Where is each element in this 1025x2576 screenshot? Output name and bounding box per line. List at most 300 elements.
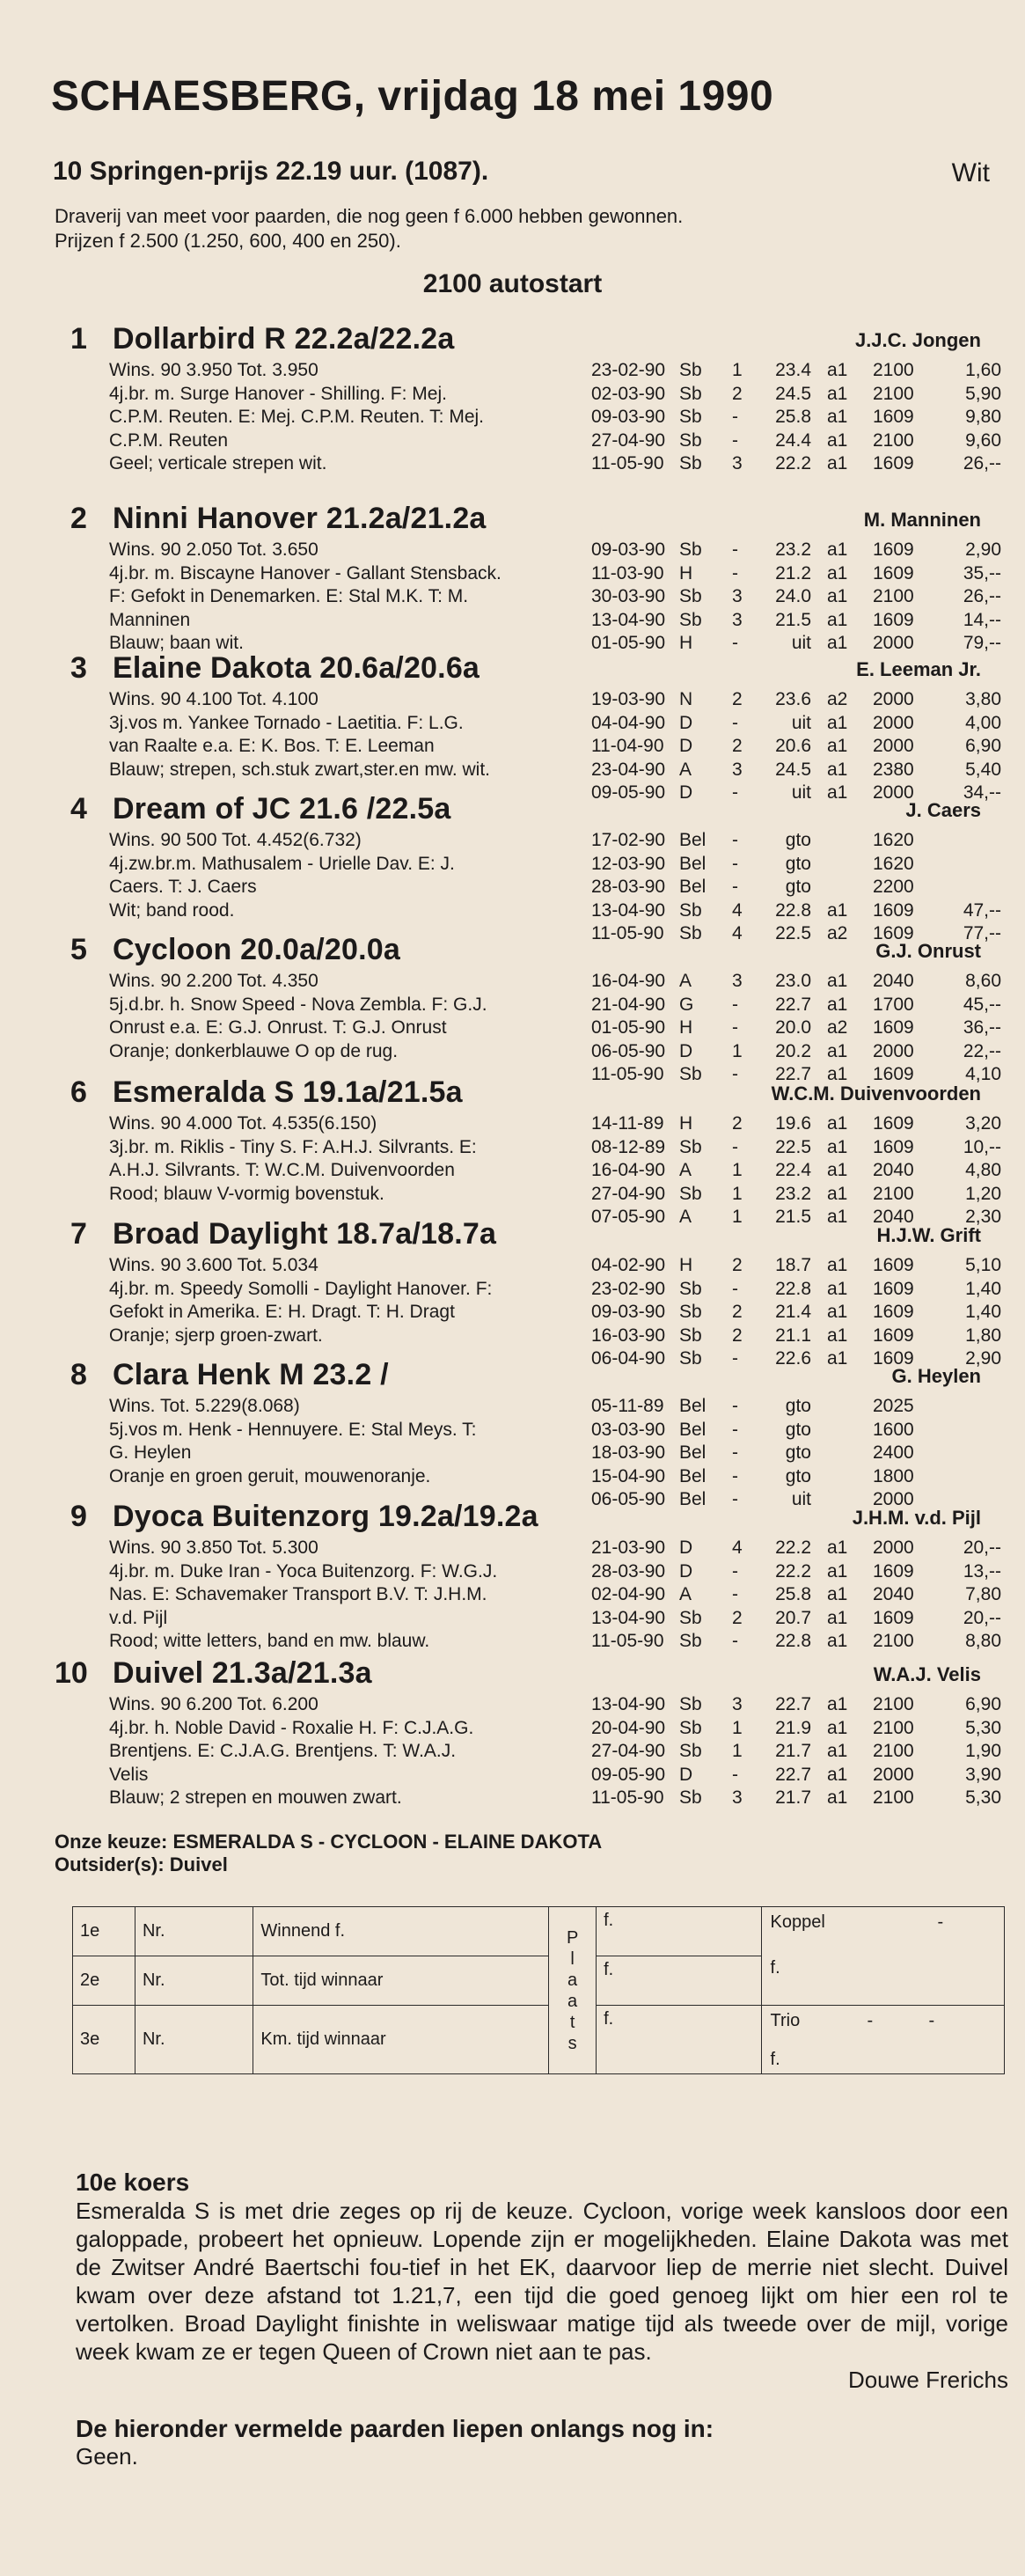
perf-start: a2 <box>827 689 848 709</box>
perf-odds: 4,00 <box>965 712 1001 733</box>
perf-odds: 47,-- <box>963 899 1001 921</box>
race-color: Wit <box>951 158 990 187</box>
perf-distance: 2100 <box>873 429 914 451</box>
perf-start: a1 <box>827 586 848 606</box>
perf-distance: 2100 <box>873 360 914 380</box>
perf-position: - <box>732 782 738 803</box>
perf-track: Bel <box>679 853 707 874</box>
perf-time: 24.5 <box>775 759 811 780</box>
perf-position: 1 <box>732 360 743 380</box>
perf-distance: 2000 <box>873 1040 914 1061</box>
trio-label: Trio <box>770 2011 801 2030</box>
perf-start: a1 <box>827 1113 848 1134</box>
perf-start: a1 <box>827 994 848 1015</box>
perf-track: Sb <box>679 899 702 921</box>
horse-info <box>109 970 487 1063</box>
perf-position: 2 <box>732 1255 743 1275</box>
horse-trainer: G. Heylen <box>891 1365 981 1387</box>
perf-position: 3 <box>732 586 743 606</box>
perf-time: uit <box>791 782 811 803</box>
horse-info-line: Nas. E: Schavemaker Transport B.V. T: J.H.M. <box>109 1584 487 1604</box>
horse-info-line: Rood; blauw V-vormig bovenstuk. <box>109 1183 384 1204</box>
perf-odds: 3,80 <box>965 689 1001 709</box>
horse-info-line: Wins. 90 2.200 Tot. 4.350 <box>109 971 318 991</box>
perf-position: 3 <box>732 759 743 780</box>
perf-time: 22.7 <box>775 1064 811 1084</box>
perf-start: a1 <box>827 1160 848 1180</box>
perf-time: 25.8 <box>775 407 811 427</box>
perf-distance: 2380 <box>873 759 914 780</box>
perf-track: Sb <box>679 429 702 451</box>
horse-name: Dream of JC 21.6 /22.5a <box>113 792 451 826</box>
perf-date: 27-04-90 <box>591 1741 666 1761</box>
perf-start: a1 <box>827 1538 848 1558</box>
perf-position: - <box>732 1560 738 1582</box>
perf-odds: 77,-- <box>963 923 1001 943</box>
perf-date: 03-03-90 <box>591 1419 666 1440</box>
perf-position: 2 <box>732 689 743 709</box>
race-conditions: Draverij van meet voor paarden, die nog geen f 6.000 hebben gewonnen. <box>55 205 684 227</box>
perf-time: 22.4 <box>775 1160 811 1180</box>
perf-position: - <box>732 1465 738 1486</box>
perf-odds: 1,60 <box>965 360 1001 380</box>
perf-odds: 5,90 <box>965 383 1001 404</box>
perf-odds: 1,40 <box>965 1278 1001 1299</box>
perf-position: - <box>732 1489 738 1509</box>
plaats-letter: s <box>567 2033 577 2053</box>
horse-trainer: J.H.M. v.d. Pijl <box>852 1507 981 1529</box>
perf-date: 09-03-90 <box>591 539 666 560</box>
perf-distance: 2040 <box>873 1584 914 1604</box>
horse-info <box>109 1537 497 1654</box>
perf-position: - <box>732 1136 738 1157</box>
perf-track: H <box>679 1113 693 1134</box>
result-table <box>72 1906 1005 2074</box>
horse-info-line: F: Gefokt in Denemarken. E: Stal M.K. T: M. <box>109 586 469 606</box>
perf-distance: 1609 <box>873 562 914 583</box>
koppel-f: f. <box>770 1958 780 1978</box>
perf-track: Bel <box>679 1465 707 1486</box>
perf-position: - <box>732 429 738 451</box>
race-intro <box>55 204 683 253</box>
perf-odds: 7,80 <box>965 1584 1001 1604</box>
perf-odds: 13,-- <box>963 1560 1001 1582</box>
perf-time: 21.9 <box>775 1717 811 1738</box>
perf-odds: 45,-- <box>963 994 1001 1015</box>
footer-heading: De hieronder vermelde paarden liepen onlangs nog in: <box>76 2415 714 2442</box>
horse-name: Clara Henk M 23.2 / <box>113 1358 389 1391</box>
perf-track: Sb <box>679 1607 702 1628</box>
perf-start: a1 <box>827 453 848 473</box>
perf-distance: 1609 <box>873 539 914 560</box>
perf-date: 09-03-90 <box>591 407 666 427</box>
perf-date: 13-04-90 <box>591 1607 666 1628</box>
horse-info-line: Oranje; sjerp groen-zwart. <box>109 1325 323 1346</box>
perf-distance: 1700 <box>873 994 914 1015</box>
horse-name: Esmeralda S 19.1a/21.5a <box>113 1075 463 1109</box>
perf-date: 11-05-90 <box>591 1064 664 1084</box>
perf-odds: 2,90 <box>965 539 1001 560</box>
perf-time: gto <box>785 1465 811 1486</box>
horse-trainer: J. Caers <box>905 799 981 821</box>
perf-start: a1 <box>827 712 848 733</box>
horse-info-line: 3j.vos m. Yankee Tornado - Laetitia. F: L.G. <box>109 712 464 733</box>
horse-number: 1 <box>70 322 87 356</box>
perf-distance: 2100 <box>873 1717 914 1738</box>
perf-time: 20.2 <box>775 1040 811 1061</box>
perf-time: 22.5 <box>775 1136 811 1157</box>
perf-start: a1 <box>827 539 848 560</box>
keuze-block <box>55 1831 602 1876</box>
perf-time: 22.7 <box>775 994 811 1015</box>
horse-number: 5 <box>70 933 87 966</box>
perf-odds: 1,80 <box>965 1325 1001 1346</box>
nr-cell: Nr. <box>135 1956 253 2006</box>
perf-time: 23.0 <box>775 971 811 991</box>
perf-start: a1 <box>827 1325 848 1346</box>
horse-trainer: W.A.J. Velis <box>873 1663 981 1685</box>
koppel-dash: - <box>937 1912 944 1932</box>
perf-track: Bel <box>679 1419 707 1440</box>
perf-position: - <box>732 1419 738 1440</box>
plaats-f-cell: f. <box>597 2006 761 2074</box>
article <box>76 2168 1008 2197</box>
perf-distance: 2000 <box>873 1538 914 1558</box>
horse-info-line: G. Heylen <box>109 1442 192 1463</box>
perf-track: Sb <box>679 923 702 943</box>
perf-start: a1 <box>827 1560 848 1582</box>
perf-start: a1 <box>827 1302 848 1322</box>
horse-info-line: Wins. 90 3.950 Tot. 3.950 <box>109 360 318 380</box>
perf-distance: 1800 <box>873 1465 914 1486</box>
perf-distance: 2100 <box>873 383 914 404</box>
perf-position: 3 <box>732 1694 743 1714</box>
perf-time: 23.2 <box>775 1183 811 1204</box>
perf-track: D <box>679 1560 693 1582</box>
horse-info-line: 5j.d.br. h. Snow Speed - Nova Zembla. F: G.J. <box>109 994 487 1015</box>
horse-info-line: Blauw; baan wit. <box>109 633 244 653</box>
perf-distance: 2000 <box>873 633 914 653</box>
perf-time: 24.5 <box>775 383 811 404</box>
perf-distance: 1609 <box>873 899 914 921</box>
perf-distance: 2025 <box>873 1396 914 1416</box>
perf-date: 11-05-90 <box>591 1787 664 1808</box>
trio-dash-1: - <box>867 2011 874 2030</box>
perf-position: - <box>732 712 738 733</box>
perf-start: a1 <box>827 971 848 991</box>
outsiders: Outsider(s): Duivel <box>55 1853 228 1875</box>
plaats-letter: P <box>566 1927 579 1948</box>
perf-odds: 5,30 <box>965 1717 1001 1738</box>
perf-time: 21.7 <box>775 1787 811 1808</box>
horse-info-line: Blauw; strepen, sch.stuk zwart,ster.en mw. wit. <box>109 759 490 780</box>
perf-time: 23.4 <box>775 360 811 380</box>
perf-distance: 1600 <box>873 1419 914 1440</box>
perf-date: 14-11-89 <box>591 1113 664 1134</box>
perf-distance: 1609 <box>873 1278 914 1299</box>
perf-odds: 5,40 <box>965 759 1001 780</box>
perf-position: - <box>732 877 738 897</box>
perf-odds: 1,20 <box>965 1183 1001 1204</box>
perf-date: 06-05-90 <box>591 1489 666 1509</box>
footer-block <box>76 2415 1008 2470</box>
perf-position: 2 <box>732 1325 743 1346</box>
perf-track: H <box>679 562 693 583</box>
perf-distance: 1609 <box>873 923 914 943</box>
trio-cell <box>761 2006 1004 2074</box>
horse-name: Cycloon 20.0a/20.0a <box>113 933 400 966</box>
perf-start: a1 <box>827 1607 848 1628</box>
perf-position: - <box>732 539 738 560</box>
horse-info-line: Velis <box>109 1764 149 1785</box>
perf-odds: 2,90 <box>965 1348 1001 1369</box>
perf-distance: 1609 <box>873 407 914 427</box>
perf-date: 16-04-90 <box>591 971 666 991</box>
perf-date: 09-05-90 <box>591 1764 666 1785</box>
perf-position: 1 <box>732 1207 743 1227</box>
perf-track: Sb <box>679 1631 702 1651</box>
perf-date: 16-03-90 <box>591 1325 666 1346</box>
perf-odds: 8,80 <box>965 1631 1001 1651</box>
perf-track: H <box>679 1255 693 1275</box>
race-heading: 10 Springen-prijs 22.19 uur. (1087). <box>53 157 489 186</box>
trio-f: f. <box>770 2050 780 2069</box>
nr-cell: Nr. <box>135 1907 253 1956</box>
perf-date: 11-05-90 <box>591 923 664 943</box>
perf-distance: 2000 <box>873 782 914 803</box>
label-cell: Winnend f. <box>253 1907 549 1956</box>
perf-odds: 6,90 <box>965 1694 1001 1714</box>
perf-distance: 1609 <box>873 1136 914 1157</box>
perf-track: Sb <box>679 1302 702 1322</box>
horse-name: Duivel 21.3a/21.3a <box>113 1656 372 1690</box>
race-distance: 2100 autostart <box>422 269 603 298</box>
race-prizes: Prijzen f 2.500 (1.250, 600, 400 en 250). <box>55 230 401 252</box>
perf-position: - <box>732 1764 738 1785</box>
horse-info-line: Brentjens. E: C.J.A.G. Brentjens. T: W.A.J. <box>109 1741 457 1761</box>
perf-position: 2 <box>732 736 743 756</box>
perf-distance: 2040 <box>873 1160 914 1180</box>
perf-time: 18.7 <box>775 1255 811 1275</box>
perf-position: 3 <box>732 453 743 473</box>
perf-distance: 2100 <box>873 1631 914 1651</box>
perf-odds: 26,-- <box>963 586 1001 606</box>
koppel-cell <box>761 1907 1004 2006</box>
perf-time: 22.7 <box>775 1694 811 1714</box>
perf-track: D <box>679 782 693 803</box>
perf-date: 23-04-90 <box>591 759 666 780</box>
perf-time: 19.6 <box>775 1113 811 1134</box>
perf-distance: 1609 <box>873 1607 914 1628</box>
perf-track: Sb <box>679 1064 702 1084</box>
perf-start: a1 <box>827 1064 848 1084</box>
perf-date: 07-05-90 <box>591 1207 666 1227</box>
perf-time: 20.6 <box>775 736 811 756</box>
perf-start: a1 <box>827 1694 848 1714</box>
perf-position: - <box>732 1017 738 1038</box>
perf-track: Sb <box>679 1348 702 1369</box>
perf-odds: 20,-- <box>963 1607 1001 1628</box>
perf-distance: 2000 <box>873 1764 914 1785</box>
horse-info-line: C.P.M. Reuten <box>109 429 229 451</box>
perf-odds: 9,60 <box>965 429 1001 451</box>
perf-time: 22.7 <box>775 1764 811 1785</box>
perf-distance: 1620 <box>873 853 914 874</box>
perf-date: 11-05-90 <box>591 1631 664 1651</box>
perf-time: uit <box>791 633 811 653</box>
horse-number: 7 <box>70 1217 87 1251</box>
perf-odds: 5,30 <box>965 1787 1001 1808</box>
perf-start: a1 <box>827 1348 848 1369</box>
perf-track: Bel <box>679 1442 707 1463</box>
horse-info-line: Wins. 90 2.050 Tot. 3.650 <box>109 539 318 560</box>
horse-info-line: Wit; band rood. <box>109 899 235 921</box>
perf-date: 27-04-90 <box>591 429 666 451</box>
perf-distance: 2000 <box>873 689 914 709</box>
perf-distance: 1609 <box>873 1255 914 1275</box>
horse-number: 10 <box>55 1656 88 1690</box>
perf-distance: 2100 <box>873 1787 914 1808</box>
horse-info-line: v.d. Pijl <box>109 1607 168 1628</box>
plaats-letter: a <box>567 1970 578 1990</box>
perf-date: 09-03-90 <box>591 1302 666 1322</box>
perf-start: a1 <box>827 1136 848 1157</box>
horse-info-line: C.P.M. Reuten. E: Mej. C.P.M. Reuten. T: Mej. <box>109 407 485 427</box>
perf-date: 15-04-90 <box>591 1465 666 1486</box>
trio-dash-2: - <box>928 2011 935 2030</box>
perf-distance: 2400 <box>873 1442 914 1463</box>
horse-info-line: 5j.vos m. Henk - Hennuyere. E: Stal Meys. T: <box>109 1419 477 1440</box>
perf-date: 06-04-90 <box>591 1348 666 1369</box>
perf-track: H <box>679 1017 693 1038</box>
horse-info-line: 4j.zw.br.m. Mathusalem - Urielle Dav. E: J. <box>109 853 455 874</box>
horse-info-line: Geel; verticale strepen wit. <box>109 453 327 473</box>
perf-start: a1 <box>827 1584 848 1604</box>
perf-odds: 35,-- <box>963 562 1001 583</box>
perf-track: Sb <box>679 360 702 380</box>
horse-trainer: H.J.W. Grift <box>876 1224 981 1246</box>
horse-number: 6 <box>70 1075 87 1109</box>
perf-time: gto <box>785 1396 811 1416</box>
perf-odds: 79,-- <box>963 633 1001 653</box>
perf-date: 01-05-90 <box>591 633 666 653</box>
perf-track: Sb <box>679 609 702 630</box>
perf-start: a1 <box>827 1278 848 1299</box>
perf-track: A <box>679 971 692 991</box>
perf-start: a1 <box>827 633 848 653</box>
perf-track: N <box>679 689 693 709</box>
perf-track: G <box>679 994 694 1015</box>
perf-date: 04-02-90 <box>591 1255 666 1275</box>
perf-odds: 5,10 <box>965 1255 1001 1275</box>
perf-track: Sb <box>679 1278 702 1299</box>
perf-position: 3 <box>732 609 743 630</box>
perf-start: a1 <box>827 429 848 451</box>
perf-date: 11-04-90 <box>591 736 664 756</box>
horse-info <box>109 688 490 782</box>
perf-date: 08-12-89 <box>591 1136 666 1157</box>
perf-start: a1 <box>827 1717 848 1738</box>
perf-track: A <box>679 1207 692 1227</box>
perf-distance: 1609 <box>873 609 914 630</box>
perf-start: a1 <box>827 899 848 921</box>
perf-position: 2 <box>732 1113 743 1134</box>
perf-track: Bel <box>679 1489 707 1509</box>
perf-time: 21.5 <box>775 1207 811 1227</box>
horse-info <box>109 1254 492 1347</box>
footer-value: Geen. <box>76 2443 138 2470</box>
perf-track: Sb <box>679 1717 702 1738</box>
horse-trainer: E. Leeman Jr. <box>856 658 981 680</box>
horse-name: Dyoca Buitenzorg 19.2a/19.2a <box>113 1500 538 1533</box>
perf-distance: 1609 <box>873 1560 914 1582</box>
perf-distance: 2040 <box>873 1207 914 1227</box>
page-title: SCHAESBERG, vrijdag 18 mei 1990 <box>51 73 774 120</box>
horse-info-line: 4j.br. m. Surge Hanover - Shilling. F: Mej. <box>109 383 447 404</box>
perf-distance: 1609 <box>873 1017 914 1038</box>
perf-position: 2 <box>732 1302 743 1322</box>
horse-info-line: Rood; witte letters, band en mw. blauw. <box>109 1631 430 1651</box>
plaats-letter: t <box>569 2012 575 2032</box>
perf-date: 11-03-90 <box>591 562 664 583</box>
perf-track: A <box>679 1160 692 1180</box>
perf-track: Sb <box>679 407 702 427</box>
perf-start: a1 <box>827 1787 848 1808</box>
perf-date: 04-04-90 <box>591 712 666 733</box>
horse-info <box>109 1395 476 1488</box>
perf-track: A <box>679 759 692 780</box>
horse-name: Broad Daylight 18.7a/18.7a <box>113 1217 497 1251</box>
perf-distance: 2100 <box>873 1183 914 1204</box>
perf-date: 18-03-90 <box>591 1442 666 1463</box>
perf-distance: 2100 <box>873 1741 914 1761</box>
perf-time: gto <box>785 1419 811 1440</box>
horse-trainer: W.C.M. Duivenvoorden <box>771 1083 981 1105</box>
perf-track: Sb <box>679 383 702 404</box>
horse-info-line: A.H.J. Silvrants. T: W.C.M. Duivenvoorden <box>109 1160 455 1180</box>
perf-position: - <box>732 1278 738 1299</box>
perf-odds: 14,-- <box>963 609 1001 630</box>
perf-time: uit <box>791 712 811 733</box>
perf-date: 01-05-90 <box>591 1017 666 1038</box>
perf-distance: 1609 <box>873 453 914 473</box>
perf-date: 02-04-90 <box>591 1584 666 1604</box>
perf-time: 22.5 <box>775 923 811 943</box>
perf-date: 23-02-90 <box>591 1278 666 1299</box>
perf-odds: 10,-- <box>963 1136 1001 1157</box>
horse-info-line: 4j.br. h. Noble David - Roxalie H. F: C.J.A.G. <box>109 1717 474 1738</box>
perf-track: Sb <box>679 1183 702 1204</box>
perf-position: - <box>732 407 738 427</box>
perf-position: - <box>732 562 738 583</box>
perf-time: 23.2 <box>775 539 811 560</box>
perf-time: uit <box>791 1489 811 1509</box>
horse-number: 4 <box>70 792 87 826</box>
horse-info <box>109 1112 477 1206</box>
plaats-letter: l <box>570 1949 575 1969</box>
horse-trainer: J.J.C. Jongen <box>854 329 981 351</box>
perf-odds: 9,80 <box>965 407 1001 427</box>
perf-position: - <box>732 633 738 653</box>
horse-info-line: Gefokt in Amerika. E: H. Dragt. T: H. Dragt <box>109 1302 455 1322</box>
plaats-f-cell: f. <box>597 1907 761 1956</box>
perf-position: 3 <box>732 971 743 991</box>
perf-start: a1 <box>827 1207 848 1227</box>
perf-time: 21.4 <box>775 1302 811 1322</box>
perf-distance: 2100 <box>873 586 914 606</box>
perf-time: 20.0 <box>775 1017 811 1038</box>
perf-track: Bel <box>679 830 707 850</box>
